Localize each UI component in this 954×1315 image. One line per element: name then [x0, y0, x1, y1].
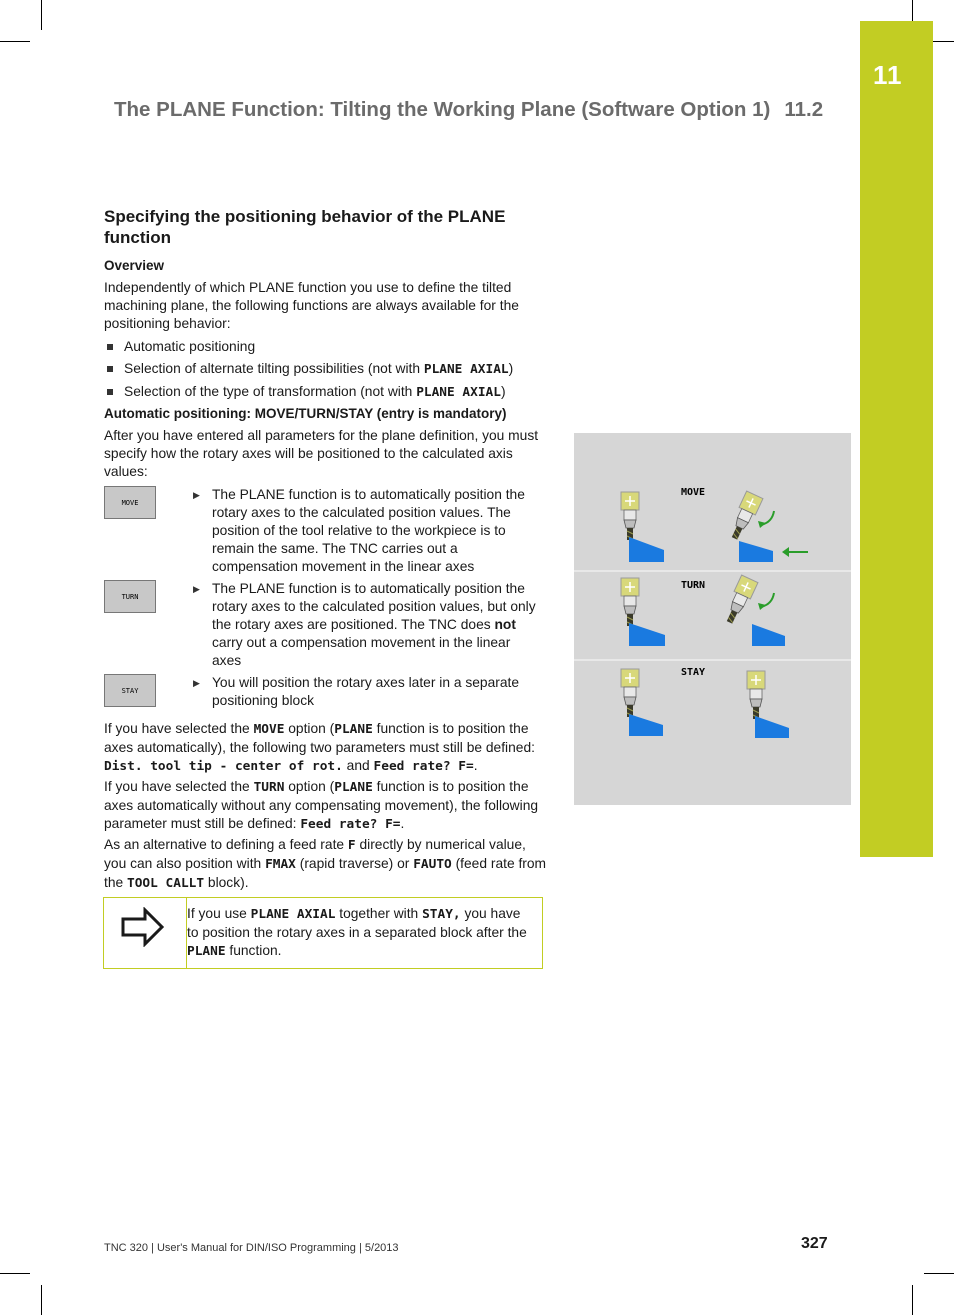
overview-block: [104, 257, 549, 404]
softkey-stay[interactable]: STAY: [104, 674, 156, 707]
figure-label-move: MOVE: [681, 487, 706, 498]
auto-block: [104, 405, 549, 481]
figure-label-turn: TURN: [681, 580, 706, 591]
positioning-illustration: [574, 433, 851, 805]
footer-text: TNC 320 | User's Manual for DIN/ISO Programming | 5/2013: [104, 1242, 399, 1254]
crop-mark: [0, 1273, 30, 1274]
section-title: Specifying the positioning behavior of the PLANE function: [104, 207, 506, 247]
overview-list: [104, 336, 549, 404]
section-title-block: [104, 206, 549, 248]
auto-intro: After you have entered all parameters for the plane definition, you must specify how the rotary axes will be positioned to the calculated axis values:: [104, 428, 539, 479]
chapter-tab: [860, 21, 933, 857]
running-header: [114, 98, 844, 122]
option-stay-text: ▶ You will position the rotary axes later in a separate positioning block: [191, 674, 536, 710]
overview-intro: Independently of which PLANE function you use to define the tilted machining plane, the following functions are always available for the positioning behavior:: [104, 280, 519, 331]
list-item: Selection of alternate tilting possibilities (not with PLANE AXIAL): [104, 358, 549, 381]
para-feed: As an alternative to defining a feed rate F directly by numerical value, you can also position with FMAX (rapid traverse) or FAUTO (feed rate from the TOOL CALLT block).: [104, 837, 547, 891]
page-number: 327: [801, 1235, 828, 1252]
softkey-move[interactable]: MOVE: [104, 486, 156, 519]
para-turn: If you have selected the TURN option (PLANE function is to position the axes automatically without any compensating movement), the following parameter must still be defined: Feed rate? F=.: [104, 779, 539, 832]
option-turn-text: ▶ The PLANE function is to automatically position the rotary axes to the calculated position values, but only the rotary axes are positioned. The TNC does not carry out a compensation movement in the linear axes: [191, 580, 536, 670]
figure-background: [574, 433, 851, 805]
arrow-right-icon: [121, 907, 165, 947]
header-section: 11.2: [784, 98, 824, 121]
crop-mark: [41, 1285, 42, 1315]
note-box: [103, 897, 543, 969]
softkey-turn[interactable]: TURN: [104, 580, 156, 613]
auto-heading: Automatic positioning: MOVE/TURN/STAY (entry is mandatory): [104, 406, 507, 421]
overview-heading: Overview: [104, 258, 165, 273]
para-move: If you have selected the MOVE option (PLANE function is to position the axes automatically), the following two parameters must still be defined: Dist. tool tip - center of rot. and Feed rate? F=.: [104, 721, 535, 774]
header-title: The PLANE Function: Tilting the Working Plane (Software Option 1): [114, 98, 771, 121]
crop-mark: [924, 1273, 954, 1274]
list-item: Selection of the type of transformation (not with PLANE AXIAL): [104, 381, 549, 404]
chapter-number: 11: [873, 60, 903, 90]
note-text: If you use PLANE AXIAL together with STAY, you have to position the rotary axes in a separated block after the PLANE function.: [187, 906, 527, 959]
list-item: Automatic positioning: [104, 336, 549, 358]
figure-label-stay: STAY: [681, 667, 706, 678]
option-move-text: ▶ The PLANE function is to automatically position the rotary axes to the calculated position values. The position of the tool relative to the workpiece is to remain the same. The TNC carries out a compensation movement in the linear axes: [191, 486, 536, 576]
crop-mark: [912, 1285, 913, 1315]
crop-mark: [0, 41, 30, 42]
crop-mark: [41, 0, 42, 30]
